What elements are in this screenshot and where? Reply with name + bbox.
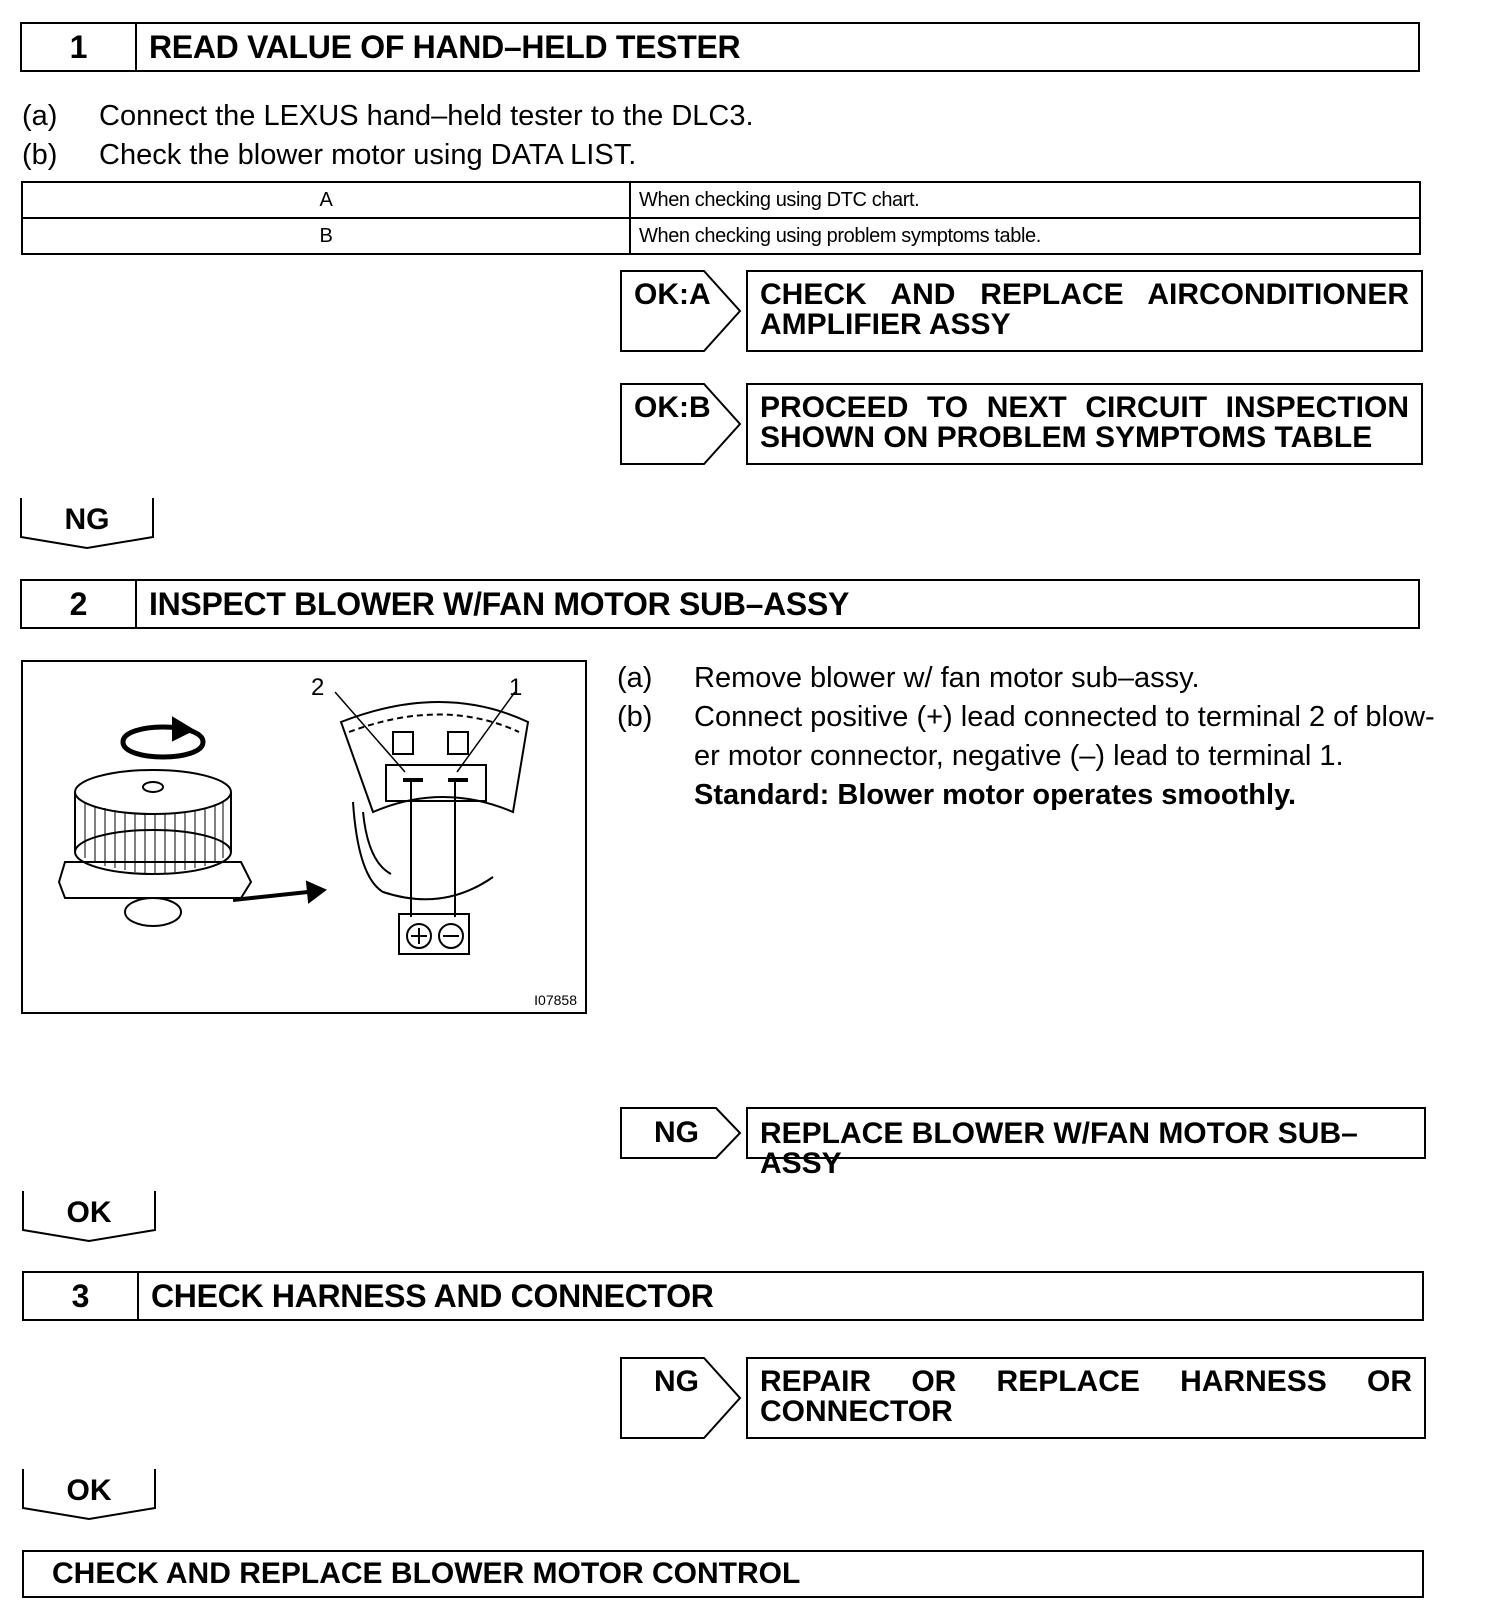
final-action: CHECK AND REPLACE BLOWER MOTOR CONTROL <box>22 1550 1424 1598</box>
result-ok-a <box>620 270 1423 352</box>
table-row <box>22 182 1420 218</box>
instruction-line: (a) Connect the LEXUS hand–held tester to the DLC3. <box>22 100 754 132</box>
instruction-line: er motor connector, negative (–) lead to terminal 1. <box>694 740 1344 772</box>
table-key: B <box>22 218 630 254</box>
result-text: PROCEED TO NEXT CIRCUIT INSPECTION SHOWN ON PROBLEM SYMPTOMS TABLE <box>746 383 1423 465</box>
callout-terminal-2: 2 <box>311 674 325 701</box>
arrow-tag: OK:A <box>620 270 742 352</box>
step-1-header <box>20 22 1420 72</box>
step-title: INSPECT BLOWER W/FAN MOTOR SUB–ASSY <box>149 585 850 622</box>
figure-id: I07858 <box>534 992 577 1008</box>
result-ng <box>620 1107 1426 1180</box>
table-row <box>22 218 1420 254</box>
next-tab-ng: NG <box>20 497 154 549</box>
result-text: CHECK AND REPLACE AIRCONDITIONER AMPLIFIER ASSY <box>746 270 1423 352</box>
result-ng <box>620 1357 1426 1439</box>
callout-terminal-1: 1 <box>509 674 523 701</box>
blower-motor-illustration <box>23 662 585 1012</box>
arrow-tag: OK:B <box>620 383 742 465</box>
step-number: 2 <box>22 581 137 627</box>
arrow-tag: NG <box>620 1357 742 1439</box>
standard-text: Standard: Blower motor operates smoothly. <box>694 779 1297 811</box>
step-2-header <box>20 579 1420 629</box>
instruction-line: (b) Connect positive (+) lead connected to terminal 2 of blow- <box>617 701 1435 733</box>
step-3-header <box>22 1271 1424 1321</box>
table-desc: When checking using problem symptoms table. <box>630 218 1420 254</box>
instruction-line: (a) Remove blower w/ fan motor sub–assy. <box>617 662 1200 694</box>
result-ok-b <box>620 383 1423 465</box>
table-key: A <box>22 182 630 218</box>
result-text: REPLACE BLOWER W/FAN MOTOR SUB–ASSY <box>746 1107 1426 1159</box>
step-number: 3 <box>24 1273 139 1319</box>
step-title: CHECK HARNESS AND CONNECTOR <box>151 1277 714 1314</box>
condition-table <box>21 181 1421 255</box>
next-tab-ok: OK <box>22 1468 156 1520</box>
step-title: READ VALUE OF HAND–HELD TESTER <box>149 28 741 65</box>
result-text: REPAIR OR REPLACE HARNESS OR CONNECTOR <box>746 1357 1426 1439</box>
instruction-line: (b) Check the blower motor using DATA LIST. <box>22 139 637 171</box>
blower-motor-figure <box>21 660 587 1014</box>
table-desc: When checking using DTC chart. <box>630 182 1420 218</box>
arrow-tag: NG <box>620 1107 742 1159</box>
step-number: 1 <box>22 24 137 70</box>
next-tab-ok: OK <box>22 1190 156 1242</box>
